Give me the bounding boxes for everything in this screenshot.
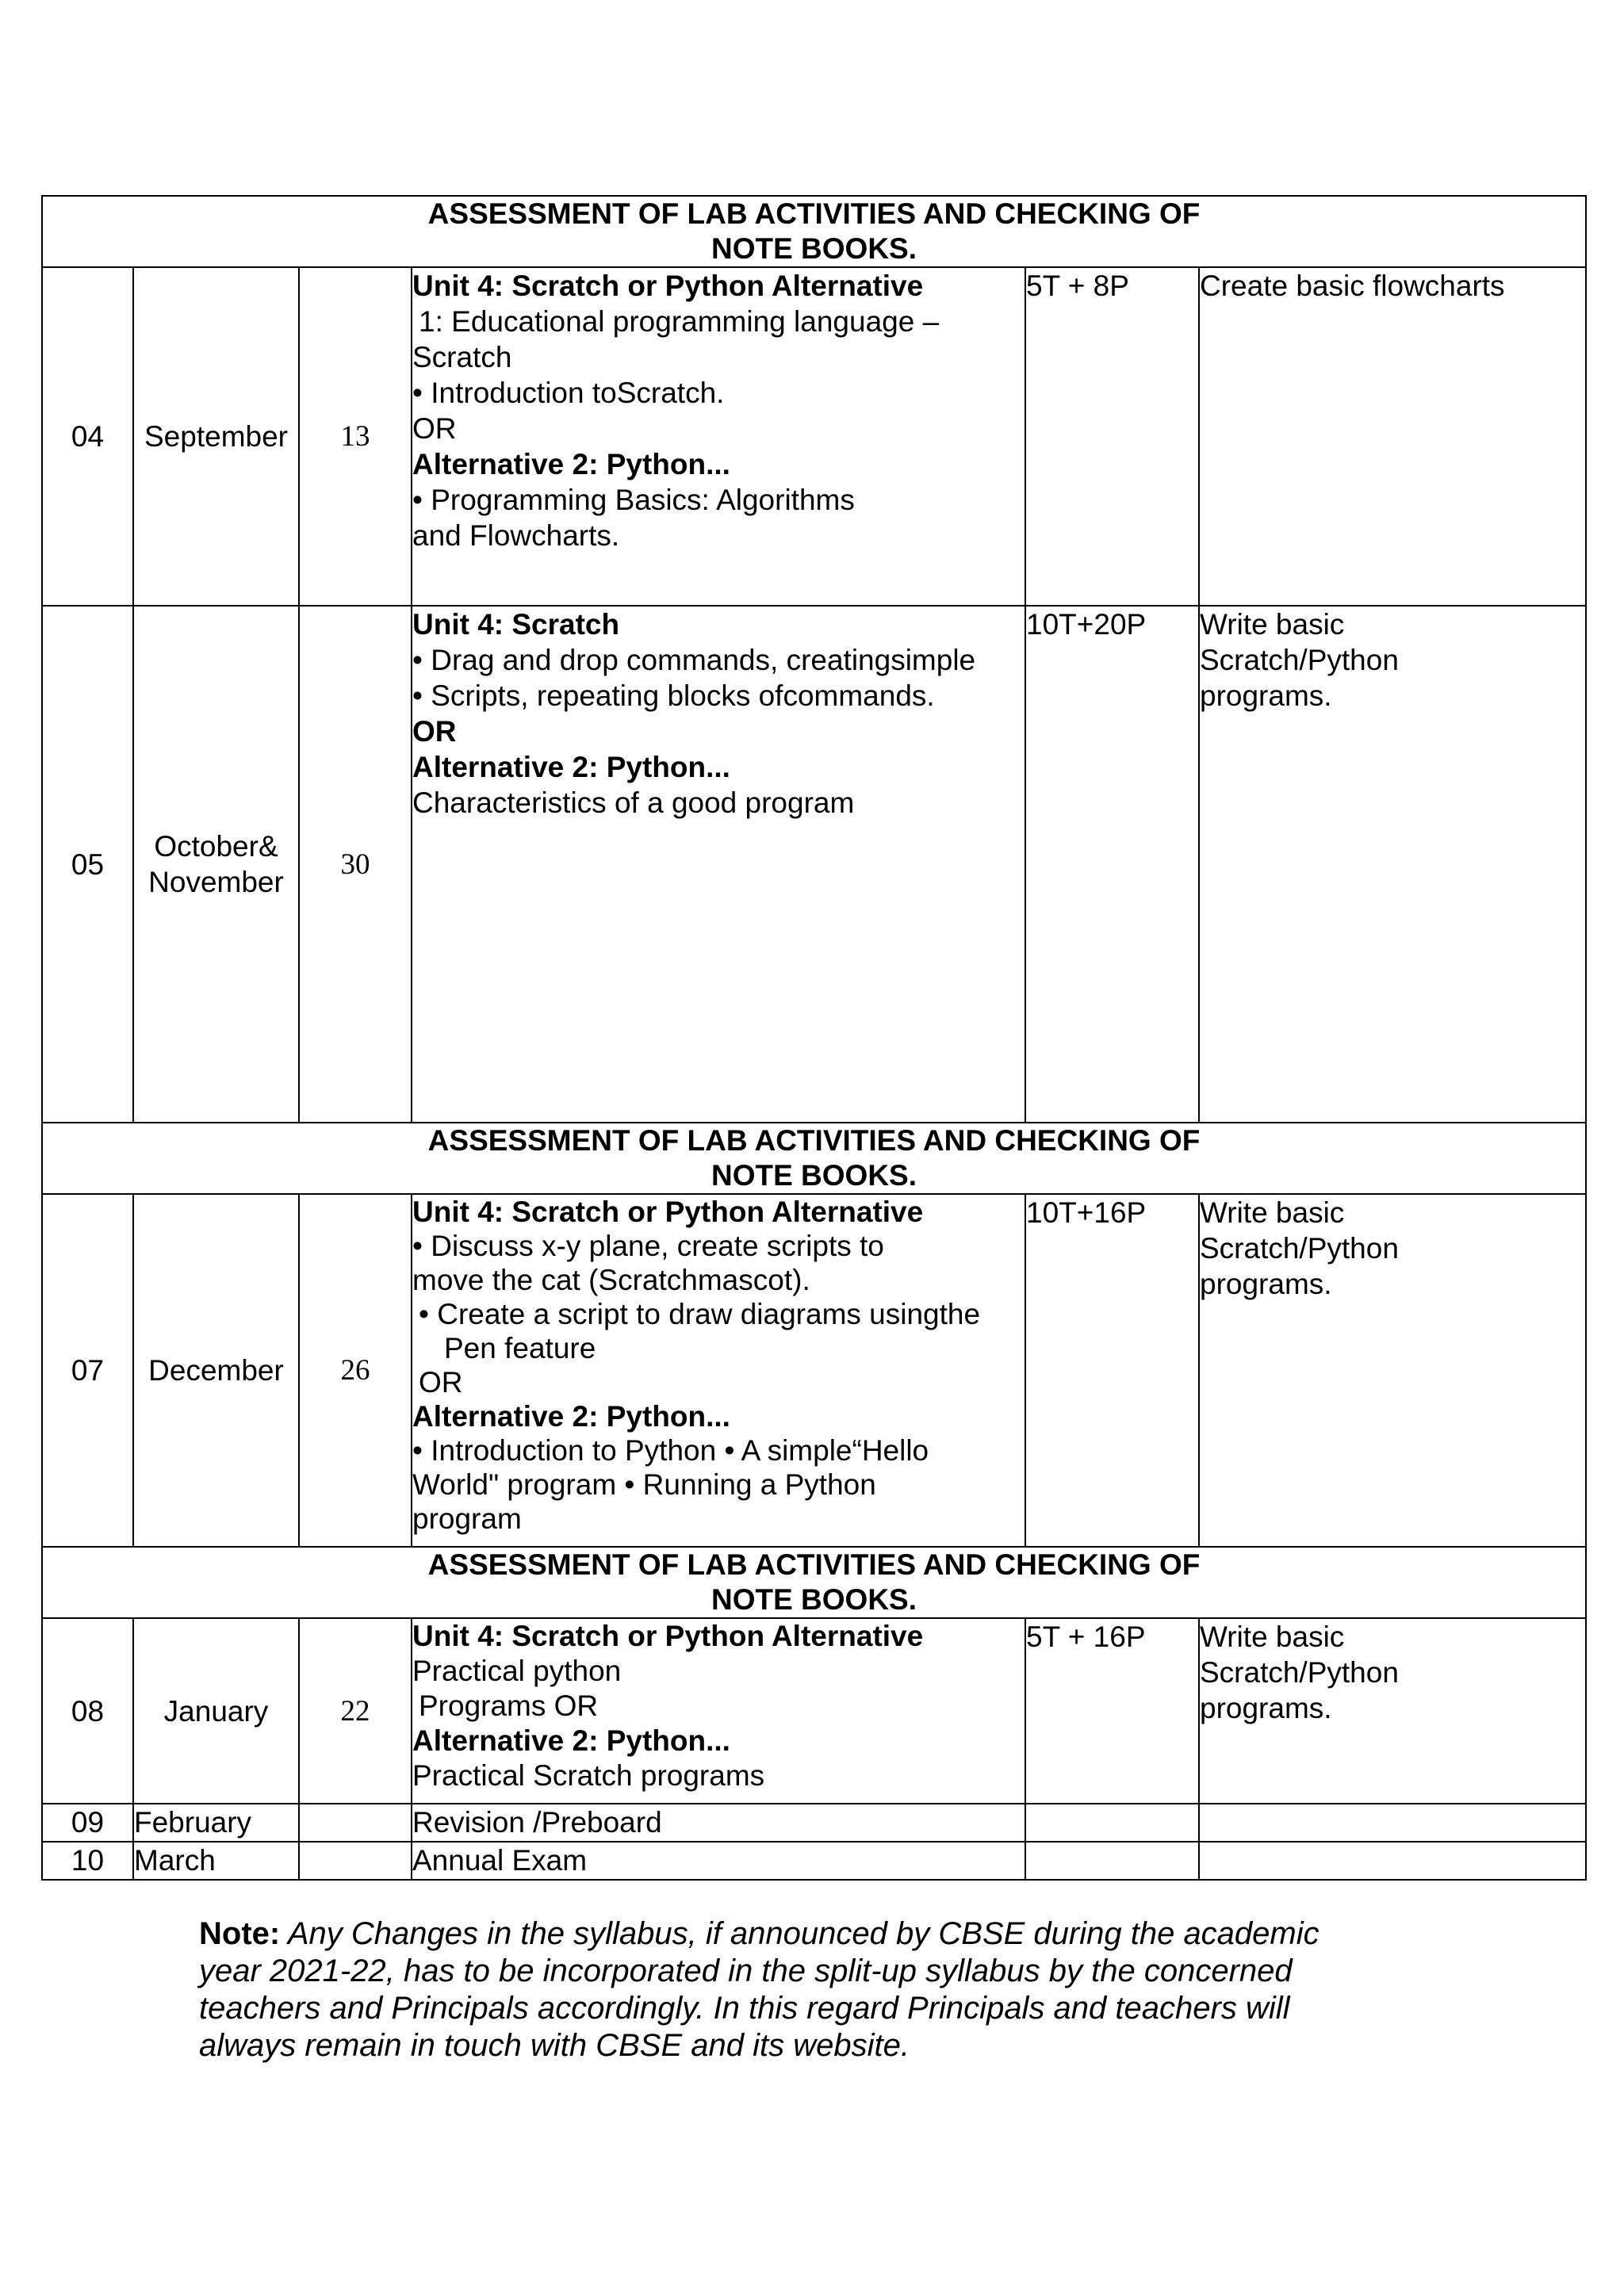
periods-count: 22 (299, 1618, 412, 1804)
topic-line: and Flowcharts. (412, 519, 620, 552)
topic-line: • Introduction toScratch. (412, 377, 725, 409)
month-line: November (148, 866, 284, 898)
weightage-cell (1025, 267, 1199, 606)
topic-cell (412, 1618, 1025, 1804)
topic-line: OR (412, 715, 457, 748)
note-label: Note: (199, 1916, 281, 1951)
banner-line-2: NOTE BOOKS. (711, 1159, 917, 1192)
weightage-value: 5T + 8P (1026, 270, 1129, 302)
month-number: 07 (42, 1194, 133, 1547)
table-row (42, 606, 1586, 1123)
topic-cell (412, 606, 1025, 1123)
weightage-cell (1025, 606, 1199, 1123)
weightage-cell (1025, 1194, 1199, 1547)
activity-cell (1199, 267, 1586, 606)
topic-line: Unit 4: Scratch (412, 608, 620, 641)
note-line: teachers and Principals accordingly. In this regard Principals and teachers will (199, 1991, 1290, 2026)
topic-line: 1: Educational programming language – (419, 305, 940, 338)
topic-line: Unit 4: Scratch or Python Alternative (412, 1620, 924, 1652)
topic-line: Alternative 2: Python... (412, 448, 730, 480)
weightage-value: 10T+20P (1026, 608, 1147, 641)
topic-line: Characteristics of a good program (412, 786, 855, 819)
weightage-cell (1025, 1842, 1199, 1880)
note-text: Any Changes in the syllabus, if announced by CBSE during the academic (280, 1916, 1320, 1951)
month-number: 09 (42, 1804, 133, 1842)
banner-line-2: NOTE BOOKS. (711, 1583, 917, 1616)
topic-line: • Introduction to Python • A simple“Hello (412, 1434, 929, 1467)
activity-line: Scratch/Python (1200, 1656, 1399, 1689)
month-name (133, 606, 299, 1123)
assessment-banner (42, 1123, 1586, 1194)
month-line: December (148, 1354, 284, 1387)
activity-cell (1199, 1618, 1586, 1804)
syllabus-table (41, 195, 1587, 1881)
assessment-banner-row (42, 196, 1586, 267)
topic-line: OR (412, 412, 457, 445)
assessment-banner-row (42, 1547, 1586, 1618)
table-row (42, 1842, 1586, 1880)
note-line: year 2021-22, has to be incorporated in the split-up syllabus by the concerned (199, 1954, 1293, 1988)
topic-cell (412, 1842, 1025, 1880)
activity-line: programs. (1200, 1692, 1332, 1724)
note-paragraph (199, 1915, 1468, 2064)
topic-cell (412, 1804, 1025, 1842)
activity-line: Scratch/Python (1200, 644, 1399, 676)
topic-line: program (412, 1502, 522, 1535)
month-name (133, 1618, 299, 1804)
topic-line: Alternative 2: Python... (412, 1400, 730, 1433)
table-row (42, 267, 1586, 606)
activity-line: programs. (1200, 1268, 1332, 1300)
activity-line: Create basic flowcharts (1200, 270, 1505, 302)
activity-cell (1199, 1804, 1586, 1842)
topic-cell (412, 1194, 1025, 1547)
periods-count: 30 (299, 606, 412, 1123)
topic-line: Unit 4: Scratch or Python Alternative (412, 1196, 924, 1228)
topic-line: Pen feature (444, 1332, 596, 1364)
month-name (133, 267, 299, 606)
banner-line-1: ASSESSMENT OF LAB ACTIVITIES AND CHECKING OF (427, 1124, 1201, 1157)
table-row (42, 1618, 1586, 1804)
activity-line: Write basic (1200, 1621, 1345, 1653)
month-name (133, 1804, 299, 1842)
banner-line-1: ASSESSMENT OF LAB ACTIVITIES AND CHECKING OF (427, 197, 1201, 230)
activity-cell (1199, 1842, 1586, 1880)
month-line: February (134, 1806, 252, 1839)
note-line: always remain in touch with CBSE and its website. (199, 2028, 910, 2063)
topic-line: OR (419, 1366, 463, 1399)
activity-line: Scratch/Python (1200, 1232, 1399, 1265)
topic-line: • Programming Basics: Algorithms (412, 484, 855, 516)
topic-line: Revision /Preboard (412, 1806, 662, 1839)
month-line: March (134, 1844, 216, 1877)
month-line: October& (154, 830, 278, 863)
table-row (42, 1804, 1586, 1842)
assessment-banner (42, 1547, 1586, 1618)
month-name (133, 1842, 299, 1880)
topic-line: Alternative 2: Python... (412, 1724, 730, 1757)
activity-line: Write basic (1200, 1196, 1345, 1229)
weightage-cell (1025, 1618, 1199, 1804)
topic-line: • Drag and drop commands, creatingsimple (412, 644, 976, 676)
topic-line: Annual Exam (412, 1844, 588, 1877)
month-name (133, 1194, 299, 1547)
topic-line: Alternative 2: Python... (412, 751, 730, 783)
topic-line: Unit 4: Scratch or Python Alternative (412, 270, 924, 302)
month-number: 04 (42, 267, 133, 606)
note-line (199, 1915, 1468, 1953)
topic-line: Programs OR (419, 1689, 599, 1722)
topic-line: • Discuss x-y plane, create scripts to (412, 1230, 884, 1262)
month-line: September (144, 420, 288, 453)
assessment-banner-row (42, 1123, 1586, 1194)
banner-line-2: NOTE BOOKS. (711, 232, 917, 265)
month-number: 10 (42, 1842, 133, 1880)
month-line: January (163, 1694, 269, 1728)
topic-cell (412, 267, 1025, 606)
month-number: 05 (42, 606, 133, 1123)
activity-cell (1199, 606, 1586, 1123)
topic-line: • Scripts, repeating blocks ofcommands. (412, 679, 935, 712)
topic-line: Scratch (412, 341, 512, 373)
banner-line-1: ASSESSMENT OF LAB ACTIVITIES AND CHECKING OF (427, 1548, 1201, 1581)
month-number: 08 (42, 1618, 133, 1804)
weightage-cell (1025, 1804, 1199, 1842)
weightage-value: 10T+16P (1026, 1196, 1147, 1229)
periods-count (299, 1842, 412, 1880)
topic-line: Practical Scratch programs (412, 1759, 765, 1792)
topic-line: move the cat (Scratchmascot). (412, 1264, 810, 1296)
periods-count: 13 (299, 267, 412, 606)
topic-line: • Create a script to draw diagrams usingthe (419, 1298, 981, 1330)
table-row (42, 1194, 1586, 1547)
activity-line: Write basic (1200, 608, 1345, 641)
activity-line: programs. (1200, 679, 1332, 712)
assessment-banner (42, 196, 1586, 267)
weightage-value: 5T + 16P (1026, 1621, 1146, 1653)
periods-count: 26 (299, 1194, 412, 1547)
periods-count (299, 1804, 412, 1842)
topic-line: World" program • Running a Python (412, 1468, 876, 1501)
activity-cell (1199, 1194, 1586, 1547)
topic-line: Practical python (412, 1655, 622, 1687)
